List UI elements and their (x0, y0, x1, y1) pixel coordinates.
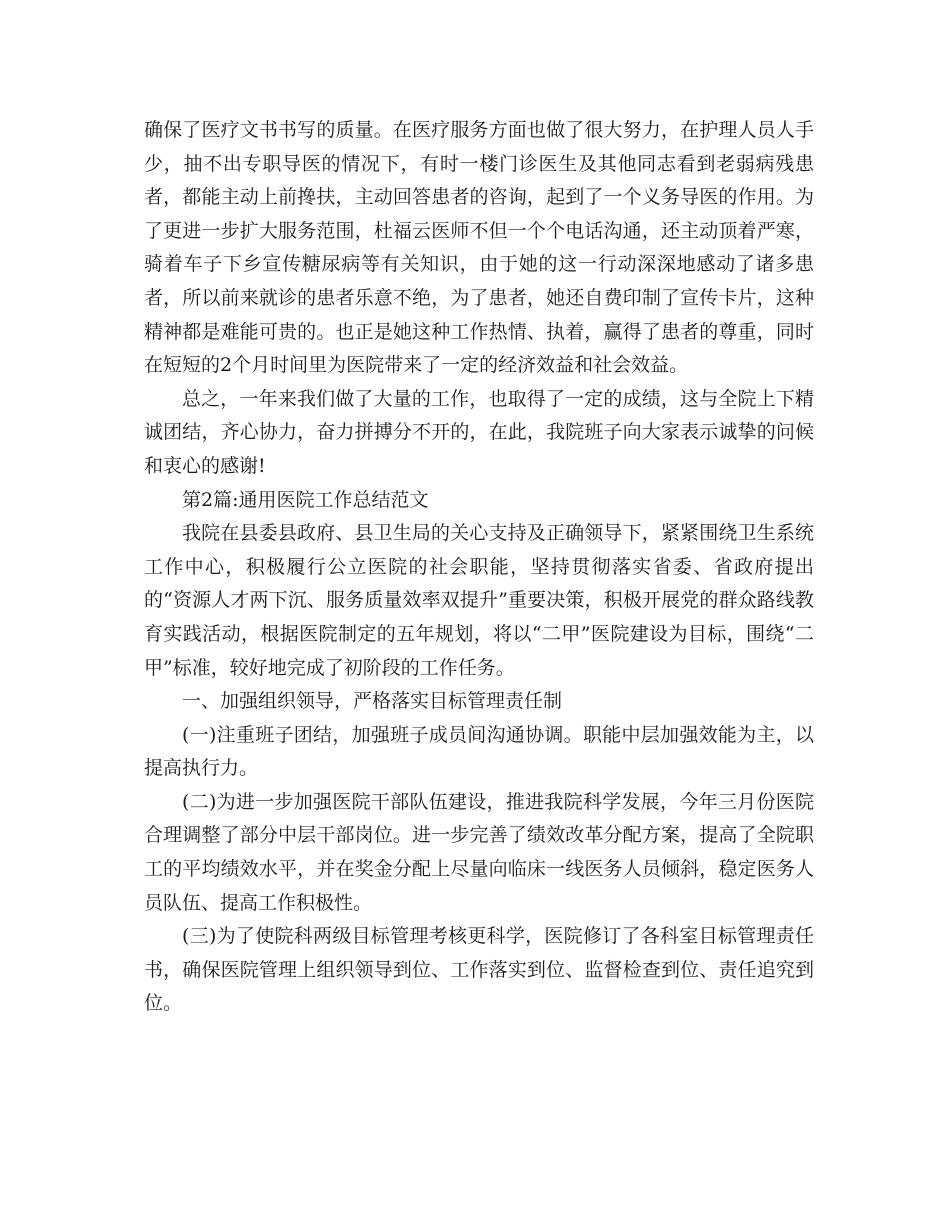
list-item-3: (三)为了使院科两级目标管理考核更科学，医院修订了各科室目标管理责任书，确保医院管理上组织领导到位、工作落实到位、监督检查到位、责任追究到位。 (144, 925, 814, 1015)
paragraph-2: 总之，一年来我们做了大量的工作，也取得了一定的成绩，这与全院上下精诚团结，齐心协力，奋力拼搏分不开的，在此，我院班子向大家表示诚挚的问候和衷心的感谢! (144, 387, 814, 477)
document-body (144, 114, 814, 1021)
section-title: 第2篇:通用医院工作总结范文 (182, 488, 429, 511)
paragraph-1: 确保了医疗文书书写的质量。在医疗服务方面也做了很大努力，在护理人员人手少，抽不出专职导医的情况下，有时一楼门诊医生及其他同志看到老弱病残患者，都能主动上前搀扶，主动回答患者的咨询，起到了一个义务导医的作用。为了更进一步扩大服务范围，杜福云医师不但一个个电话沟通，还主动顶着严寒，骑着车子下乡宣传糖尿病等有关知识，由于她的这一行动深深地感动了诸多患者，所以前来就诊的患者乐意不绝，为了患者，她还自费印制了宣传卡片，这种精神都是难能可贵的。也正是她这种工作热情、执着，赢得了患者的尊重，同时在短短的2个月时间里为医院带来了一定的经济效益和社会效益。 (144, 119, 814, 377)
paragraph-3: 我院在县委县政府、县卫生局的关心支持及正确领导下，紧紧围绕卫生系统工作中心，积极履行公立医院的社会职能，坚持贯彻落实省委、省政府提出的“资源人才两下沉、服务质量效率双提升”重要决策，积极开展党的群众路线教育实践活动，根据医院制定的五年规划，将以“二甲”医院建设为目标，围绕“二甲”标准，较好地完成了初阶段的工作任务。 (144, 522, 814, 679)
list-item-1: (一)注重班子团结，加强班子成员间沟通协调。职能中层加强效能为主，以提高执行力。 (144, 723, 814, 780)
heading-1: 一、加强组织领导，严格落实目标管理责任制 (182, 690, 563, 713)
list-item-2: (二)为进一步加强医院干部队伍建设，推进我院科学发展，今年三月份医院合理调整了部分中层干部岗位。进一步完善了绩效改革分配方案，提高了全院职工的平均绩效水平，并在奖金分配上尽量向临床一线医务人员倾斜，稳定医务人员队伍、提高工作积极性。 (144, 790, 814, 914)
